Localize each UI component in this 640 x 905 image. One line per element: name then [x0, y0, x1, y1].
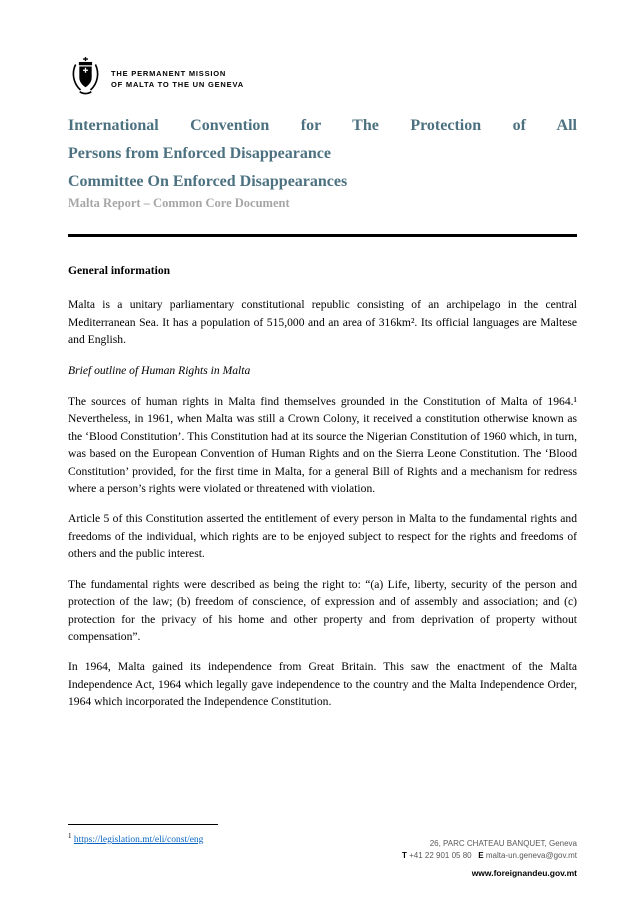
section-heading-general-information: General information — [68, 264, 171, 277]
footnote-area — [68, 824, 218, 845]
mission-name — [111, 68, 244, 90]
document-subtitle: Malta Report – Common Core Document — [68, 196, 290, 210]
footnote-1 — [68, 832, 218, 845]
paragraph-fundamental-rights: The fundamental rights were described as being the right to: “(a) Life, liberty, security of the person and protection of the law; (b) freedom of conscience, of expression and of assembly and association; and (c) protection for the privacy of his home and other property and from deprivation of property without compensation”. — [68, 577, 577, 643]
footer-website: www.foreignandeu.gov.mt — [471, 868, 577, 878]
footer-address: 26, PARC CHATEAU BANQUET, Geneva — [429, 839, 577, 848]
title-divider-rule — [68, 234, 577, 237]
mission-name-line2: OF MALTA TO THE UN GENEVA — [111, 79, 244, 89]
footer-email-label: E — [478, 850, 484, 860]
paragraph-independence: In 1964, Malta gained its independence from Great Britain. This saw the enactment of the Malta Independence Act, 1964 which legally gave independence to the country and the Malta Independence Order, 1964 which incorporated the Independence Constitution. — [68, 660, 577, 709]
mission-header — [69, 56, 244, 101]
page-footer — [402, 838, 577, 880]
footnote-legislation-link[interactable]: https://legislation.mt/eli/const/eng — [73, 835, 204, 846]
paragraph-article-5: Article 5 of this Constitution asserted the entitlement of every person in Malta to the fundamental rights and freedoms of the individual, which rights are to be enjoyed subject to respect for the rights and freedoms of others and the public interest. — [68, 512, 577, 561]
title-line-2: Persons from Enforced Disappearance — [68, 145, 331, 162]
footnote-marker: 1 — [68, 832, 72, 840]
document-title — [68, 112, 577, 196]
paragraph-intro: Malta is a unitary parliamentary constitutional republic consisting of an archipelago in the central Mediterranean Sea. It has a population of 515,000 and an area of 316km². Its official languages are Maltese and English. — [68, 298, 577, 347]
mission-name-line1: THE PERMANENT MISSION — [111, 68, 227, 78]
title-line-3: Committee On Enforced Disappearances — [68, 173, 348, 190]
footer-contact-line — [402, 850, 577, 862]
footer-phone: +41 22 901 05 80 — [409, 850, 472, 860]
footer-phone-label: T — [401, 850, 407, 860]
footnote-divider — [68, 824, 218, 825]
document-body — [68, 262, 577, 724]
subsection-heading-human-rights: Brief outline of Human Rights in Malta — [68, 363, 251, 377]
malta-emblem-logo — [69, 56, 102, 101]
paragraph-constitution-sources: The sources of human rights in Malta find themselves grounded in the Constitution of Malta of 1964.¹ Nevertheless, in 1961, when Malta was still a Crown Colony, it received a constitution otherwise known as the ‘Blood Constitution’. This Constitution had at its source the Nigerian Constitution of 1960 which, in turn, was based on the European Convention of Human Rights and on the Sierra Leone Constitution. The ‘Blood Constitution’ provided, for the first time in Malta, for a general Bill of Rights and a mechanism for redress where a person’s rights were violated or threatened with violation. — [68, 395, 577, 496]
footer-email: malta-un.geneva@gov.mt — [485, 850, 577, 860]
title-line-1: International Convention for The Protection of All — [68, 117, 577, 134]
